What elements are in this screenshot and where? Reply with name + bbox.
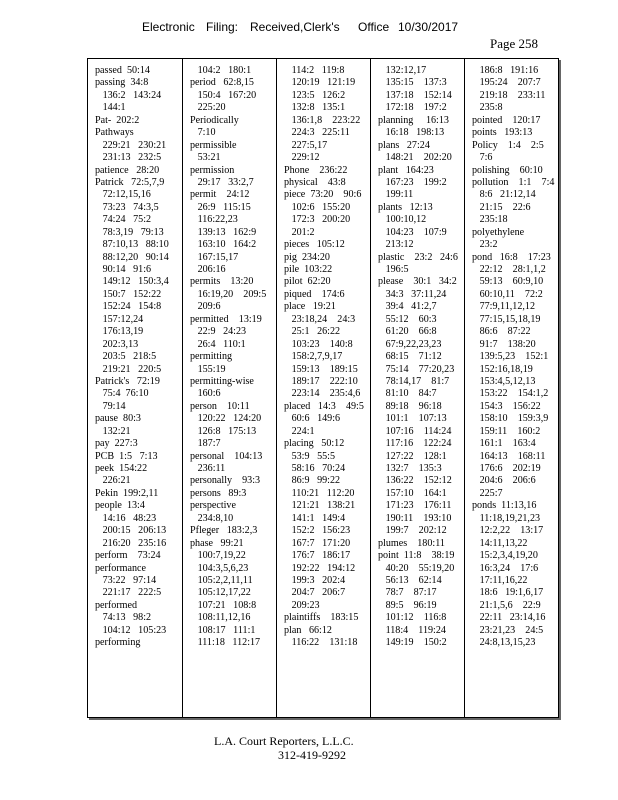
index-reference-line: 105:2,2,11,11 xyxy=(190,574,253,586)
index-reference-line: 25:1 26:22 xyxy=(284,326,341,338)
index-reference-line: 60:10,11 72:2 xyxy=(472,288,543,300)
index-reference-line: 176:7 186:17 xyxy=(284,550,351,562)
index-reference-line: 213:12 xyxy=(378,239,414,251)
index-reference-line: 209:23 xyxy=(284,599,320,611)
index-entry: pointed 120:17 xyxy=(472,114,541,126)
index-reference-line: 192:22 194:12 xyxy=(284,562,356,574)
index-reference-line: 187:7 xyxy=(190,438,221,450)
index-reference-line: 126:8 175:13 xyxy=(190,425,257,437)
index-entry: plans 27:24 xyxy=(378,139,430,151)
index-reference-line: 209:6 xyxy=(190,301,221,313)
index-reference-line: 155:19 xyxy=(190,363,226,375)
index-reference-line: 132:7 135:3 xyxy=(378,463,442,474)
index-entry: personally 93:3 xyxy=(190,475,261,487)
index-reference-line: 195:24 207:7 xyxy=(472,77,541,89)
index-reference-line: 89:18 96:18 xyxy=(378,400,442,412)
index-entry: piece 73:20 90:6 xyxy=(284,189,362,201)
index-reference-line: 158:10 159:3,9 xyxy=(472,413,549,425)
index-reference-line: 171:23 176:11 xyxy=(378,500,452,512)
index-entry: place 19:21 xyxy=(284,301,336,313)
index-entry: Pathways xyxy=(95,127,134,139)
index-reference-line: 7:6 xyxy=(472,152,493,164)
index-reference-line: 219:21 220:5 xyxy=(95,363,162,375)
index-reference-line: 132:8 135:1 xyxy=(284,102,346,114)
index-reference-line: 176:6 202:19 xyxy=(472,463,541,474)
index-reference-line: 116:22 131:18 xyxy=(284,637,358,649)
index-reference-line: 159:11 160:2 xyxy=(472,425,541,437)
index-reference-line: 23:18,24 24:3 xyxy=(284,313,356,325)
index-entry: pause 80:3 xyxy=(95,413,141,425)
index-reference-line: 127:22 128:1 xyxy=(378,450,447,462)
index-entry: permits 13:20 xyxy=(190,276,254,288)
index-reference-line: 21:15 22:6 xyxy=(472,201,531,213)
index-reference-line: 132:21 xyxy=(95,425,131,437)
index-reference-line: 123:5 126:2 xyxy=(284,89,346,101)
index-reference-line: 16:3,24 17:6 xyxy=(472,562,539,574)
index-reference-line: 107:21 108:8 xyxy=(190,599,257,611)
index-reference-line: 144:1 xyxy=(95,102,126,114)
index-reference-line: 67:9,22,23,23 xyxy=(378,338,442,350)
index-reference-line: 152:16,18,19 xyxy=(472,363,533,375)
index-entry: pieces 105:12 xyxy=(284,239,345,251)
index-entry: patience 28:20 xyxy=(95,164,160,176)
index-reference-line: 16:19,20 209:5 xyxy=(190,288,267,300)
index-reference-line: 186:8 191:16 xyxy=(472,65,539,76)
index-reference-line: 235:8 xyxy=(472,102,503,114)
index-reference-line: 190:11 193:10 xyxy=(378,512,452,524)
index-reference-line: 204:7 206:7 xyxy=(284,587,346,599)
index-entry: permit 24:12 xyxy=(190,189,250,201)
index-reference-line: 53:9 55:5 xyxy=(284,450,336,462)
index-reference-line: 152:2 156:23 xyxy=(284,525,351,537)
index-reference-line: 153:22 154:1,2 xyxy=(472,388,549,400)
index-reference-line: 224:3 225:11 xyxy=(284,127,350,139)
index-reference-line: 74:13 98:2 xyxy=(95,612,152,624)
index-reference-line: 60:6 149:6 xyxy=(284,413,341,425)
index-reference-line: 172:3 200:20 xyxy=(284,214,351,226)
index-reference-line: 136:1,8 223:22 xyxy=(284,114,361,126)
header-date: 10/30/2017 xyxy=(398,20,459,34)
index-reference-line: 104:23 107:9 xyxy=(378,226,447,238)
index-entry: plastic 23:2 24:6 xyxy=(378,251,458,263)
index-reference-line: 58:16 70:24 xyxy=(284,463,346,474)
index-reference-line: 154:3 156:22 xyxy=(472,400,541,412)
index-reference-line: 110:21 112:20 xyxy=(284,487,355,499)
index-reference-line: 77:15,15,18,19 xyxy=(472,313,541,325)
index-entry: pollution 1:1 7:4 xyxy=(472,176,555,188)
index-reference-line: 150:7 152:22 xyxy=(95,288,162,300)
index-reference-line: 79:14 xyxy=(95,400,126,412)
index-reference-line: 139:5,23 152:1 xyxy=(472,351,549,363)
index-reference-line: 153:4,5,12,13 xyxy=(472,375,536,387)
index-reference-line: 14:11,13,22 xyxy=(472,537,528,549)
index-reference-line: 219:18 233:11 xyxy=(472,89,546,101)
index-reference-line: 199:7 202:12 xyxy=(378,525,447,537)
index-reference-line: 231:13 232:5 xyxy=(95,152,162,164)
index-reference-line: 141:1 149:4 xyxy=(284,512,346,524)
index-reference-line: 221:17 222:5 xyxy=(95,587,162,599)
index-reference-line: 136:22 152:12 xyxy=(378,475,452,487)
index-reference-line: 72:12,15,16 xyxy=(95,189,151,201)
index-entry: people 13:4 xyxy=(95,500,145,512)
index-entry: passing 34:8 xyxy=(95,77,149,89)
index-entry: person 10:11 xyxy=(190,400,250,412)
header-received: Received,Clerk's xyxy=(250,20,340,34)
index-entry: persons 89:3 xyxy=(190,487,247,499)
index-reference-line: 149:12 150:3,4 xyxy=(95,276,169,288)
index-reference-line: 86:9 99:22 xyxy=(284,475,341,487)
index-reference-line: 117:16 122:24 xyxy=(378,438,452,450)
index-reference-line: 107:16 114:24 xyxy=(378,425,452,437)
index-reference-line: 148:21 202:20 xyxy=(378,152,452,164)
index-entry: polishing 60:10 xyxy=(472,164,543,176)
page-number: Page 258 xyxy=(490,36,539,51)
index-reference-line: 120:19 121:19 xyxy=(284,77,356,89)
index-reference-line: 104:2 180:1 xyxy=(190,65,252,76)
index-reference-line: 100:10,12 xyxy=(378,214,427,226)
index-reference-line: 56:13 62:14 xyxy=(378,574,442,586)
index-reference-line: 74:24 75:2 xyxy=(95,214,152,226)
header-electronic: Electronic xyxy=(142,20,195,34)
index-reference-line: 111:18 112:17 xyxy=(190,637,261,649)
index-entry: Policy 1:4 2:5 xyxy=(472,139,544,151)
index-entry: points 193:13 xyxy=(472,127,533,139)
index-reference-line: 21:1,5,6 22:9 xyxy=(472,599,541,611)
index-entry: permitting xyxy=(190,351,233,363)
index-entry: pig 234:20 xyxy=(284,251,330,263)
index-reference-line: 202:3,13 xyxy=(95,338,139,350)
index-reference-line: 59:13 60:9,10 xyxy=(472,276,544,288)
index-entry: piqued 174:6 xyxy=(284,288,345,300)
index-reference-line: 167:7 171:20 xyxy=(284,537,351,549)
index-reference-line: 139:13 162:9 xyxy=(190,226,257,238)
index-reference-line: 114:2 119:8 xyxy=(284,65,345,76)
index-reference-line: 235:18 xyxy=(472,214,508,226)
index-entry: physical 43:8 xyxy=(284,176,346,188)
index-entry: plaintiffs 183:15 xyxy=(284,612,359,624)
index-reference-line: 108:17 111:1 xyxy=(190,624,256,636)
index-reference-line: 55:12 60:3 xyxy=(378,313,437,325)
index-entry: perspective xyxy=(190,500,236,512)
index-reference-line: 100:7,19,22 xyxy=(190,550,246,562)
index-entry: phase 99:21 xyxy=(190,537,244,549)
index-column-4 xyxy=(370,59,464,717)
index-reference-line: 91:7 138:20 xyxy=(472,338,536,350)
index-reference-line: 23:2 xyxy=(472,239,498,251)
index-column-5 xyxy=(464,59,558,717)
index-reference-line: 163:10 164:2 xyxy=(190,239,257,251)
index-reference-line: 103:23 140:8 xyxy=(284,338,353,350)
index-reference-line: 225:7 xyxy=(472,487,503,499)
index-reference-line: 200:15 206:13 xyxy=(95,525,167,537)
index-entry: plumes 180:11 xyxy=(378,537,445,549)
index-reference-line: 167:15,17 xyxy=(190,251,239,263)
index-entry: Pfleger 183:2,3 xyxy=(190,525,258,537)
index-reference-line: 157:12,24 xyxy=(95,313,144,325)
index-entry: point 11:8 38:19 xyxy=(378,550,455,562)
index-reference-line: 236:11 xyxy=(190,463,226,474)
index-reference-line: 199:11 xyxy=(378,189,414,201)
index-reference-line: 226:21 xyxy=(95,475,131,487)
index-reference-line: 81:10 84:7 xyxy=(378,388,437,400)
index-entry: please 30:1 34:2 xyxy=(378,276,457,288)
index-entry: Pat- 202:2 xyxy=(95,114,140,126)
index-reference-line: 135:15 137:3 xyxy=(378,77,447,89)
index-reference-line: 15:2,3,4,19,20 xyxy=(472,550,538,562)
index-entry: pilot 62:20 xyxy=(284,276,331,288)
index-reference-line: 159:13 189:15 xyxy=(284,363,358,375)
index-entry: period 62:8,15 xyxy=(190,77,254,89)
index-reference-line: 176:13,19 xyxy=(95,326,144,338)
index-entry: pond 16:8 17:23 xyxy=(472,251,551,263)
index-reference-line: 39:4 41:2,7 xyxy=(378,301,437,313)
index-entry: PCB 1:5 7:13 xyxy=(95,450,158,462)
index-entry: polyethylene xyxy=(472,226,525,238)
index-entry: Periodically xyxy=(190,114,239,126)
index-reference-line: 116:22,23 xyxy=(190,214,238,226)
index-reference-line: 22:11 23:14,16 xyxy=(472,612,546,624)
index-column-3 xyxy=(276,59,370,717)
index-reference-line: 104:12 105:23 xyxy=(95,624,167,636)
index-entry: Patrick's 72:19 xyxy=(95,375,160,387)
index-reference-line: 229:12 xyxy=(284,152,320,164)
index-entry: permission xyxy=(190,164,235,176)
index-entry: plants 12:13 xyxy=(378,201,433,213)
index-reference-line: 136:2 143:24 xyxy=(95,89,162,101)
index-reference-line: 17:11,16,22 xyxy=(472,574,528,586)
index-reference-line: 105:12,17,22 xyxy=(190,587,251,599)
index-reference-line: 16:18 198:13 xyxy=(378,127,445,139)
index-reference-line: 201:2 xyxy=(284,226,315,238)
index-reference-line: 14:16 48:23 xyxy=(95,512,157,524)
index-entry: perform 73:24 xyxy=(95,550,161,562)
index-entry: ponds 11:13,16 xyxy=(472,500,537,512)
index-reference-line: 40:20 55:19,20 xyxy=(378,562,455,574)
index-reference-line: 73:22 97:14 xyxy=(95,574,157,586)
index-reference-line: 87:10,13 88:10 xyxy=(95,239,169,251)
index-reference-line: 68:15 71:12 xyxy=(378,351,442,363)
index-entry: permitted 13:19 xyxy=(190,313,262,325)
index-reference-line: 172:18 197:2 xyxy=(378,102,447,114)
index-reference-line: 204:6 206:6 xyxy=(472,475,536,487)
index-entry: permitting-wise xyxy=(190,375,254,387)
index-entry: peek 154:22 xyxy=(95,463,148,474)
index-reference-line: 22:12 28:1,1,2 xyxy=(472,264,546,275)
index-reference-line: 53:21 xyxy=(190,152,221,164)
index-reference-line: 160:6 xyxy=(190,388,221,400)
index-reference-line: 77:9,11,12,12 xyxy=(472,301,535,313)
index-reference-line: 199:3 202:4 xyxy=(284,574,346,586)
index-reference-line: 225:20 xyxy=(190,102,226,114)
index-reference-line: 224:1 xyxy=(284,425,315,437)
index-reference-line: 12:2,22 13:17 xyxy=(472,525,544,537)
court-reporter-phone: 312-419-9292 xyxy=(278,748,346,762)
index-reference-line: 7:10 xyxy=(190,127,216,139)
index-reference-line: 101:12 116:8 xyxy=(378,612,447,624)
index-reference-line: 152:24 154:8 xyxy=(95,301,162,313)
index-reference-line: 75:4 76:10 xyxy=(95,388,149,400)
index-reference-line: 22:9 24:23 xyxy=(190,326,247,338)
index-reference-line: 23:21,23 24:5 xyxy=(472,624,544,636)
index-reference-line: 78:14,17 81:7 xyxy=(378,375,450,387)
index-reference-line: 88:12,20 90:14 xyxy=(95,251,169,263)
index-entry: pay 227:3 xyxy=(95,438,138,450)
index-entry: permissible xyxy=(190,139,237,151)
index-reference-line: 189:17 222:10 xyxy=(284,375,358,387)
index-reference-line: 61:20 66:8 xyxy=(378,326,437,338)
index-column-2 xyxy=(182,59,276,717)
index-reference-line: 150:4 167:20 xyxy=(190,89,257,101)
index-entry: Phone 236:22 xyxy=(284,164,348,176)
index-entry: plant 164:23 xyxy=(378,164,434,176)
index-entry: performance xyxy=(95,562,146,574)
index-reference-line: 132:12,17 xyxy=(378,65,427,76)
index-reference-line: 167:23 199:2 xyxy=(378,176,447,188)
index-reference-line: 203:5 218:5 xyxy=(95,351,157,363)
index-reference-line: 102:6 155:20 xyxy=(284,201,351,213)
index-entry: plan 66:12 xyxy=(284,624,332,636)
header-filing: Filing: xyxy=(206,20,239,34)
index-reference-line: 18:6 19:1,6,17 xyxy=(472,587,544,599)
index-entry: placing 50:12 xyxy=(284,438,345,450)
index-reference-line: 78:3,19 79:13 xyxy=(95,226,164,238)
index-reference-line: 137:18 152:14 xyxy=(378,89,452,101)
word-index-table xyxy=(87,58,559,718)
index-reference-line: 104:3,5,6,23 xyxy=(190,562,249,574)
index-reference-line: 75:14 77:20,23 xyxy=(378,363,455,375)
index-entry: personal 104:13 xyxy=(190,450,263,462)
index-reference-line: 161:1 163:4 xyxy=(472,438,536,450)
header-office: Office xyxy=(358,20,390,34)
index-reference-line: 29:17 33:2,7 xyxy=(190,176,254,188)
index-entry: performed xyxy=(95,599,138,611)
index-entry: pile 103:22 xyxy=(284,264,333,275)
index-entry: Pekin 199:2,11 xyxy=(95,487,159,499)
index-reference-line: 229:21 230:21 xyxy=(95,139,167,151)
index-reference-line: 227:5,17 xyxy=(284,139,328,151)
index-reference-line: 90:14 91:6 xyxy=(95,264,152,275)
index-reference-line: 26:9 115:15 xyxy=(190,201,251,213)
index-reference-line: 120:22 124:20 xyxy=(190,413,262,425)
index-reference-line: 149:19 150:2 xyxy=(378,637,447,649)
index-entry: passed 50:14 xyxy=(95,65,150,76)
index-reference-line: 121:21 138:21 xyxy=(284,500,356,512)
index-reference-line: 8:6 21:12,14 xyxy=(472,189,536,201)
index-reference-line: 11:18,19,21,23 xyxy=(472,512,541,524)
index-reference-line: 73:23 74:3,5 xyxy=(95,201,159,213)
index-reference-line: 234:8,10 xyxy=(190,512,234,524)
index-entry: placed 14:3 49:5 xyxy=(284,400,364,412)
index-entry: Patrick 72:5,7,9 xyxy=(95,176,165,188)
index-reference-line: 24:8,13,15,23 xyxy=(472,637,536,649)
index-column-1 xyxy=(88,59,182,717)
index-reference-line: 223:14 235:4,6 xyxy=(284,388,361,400)
index-reference-line: 78:7 87:17 xyxy=(378,587,437,599)
index-reference-line: 164:13 168:11 xyxy=(472,450,546,462)
index-reference-line: 34:3 37:11,24 xyxy=(378,288,447,300)
index-entry: performing xyxy=(95,637,141,649)
index-reference-line: 26:4 110:1 xyxy=(190,338,246,350)
index-reference-line: 118:4 119:24 xyxy=(378,624,446,636)
court-reporter-name: L.A. Court Reporters, L.L.C. xyxy=(214,734,354,748)
index-reference-line: 158:2,7,9,17 xyxy=(284,351,343,363)
index-reference-line: 196:5 xyxy=(378,264,409,275)
index-entry: planning 16:13 xyxy=(378,114,449,126)
index-reference-line: 101:1 107:13 xyxy=(378,413,447,425)
index-reference-line: 157:10 164:1 xyxy=(378,487,447,499)
index-reference-line: 86:6 87:22 xyxy=(472,326,531,338)
index-reference-line: 89:5 96:19 xyxy=(378,599,437,611)
index-reference-line: 108:11,12,16 xyxy=(190,612,251,624)
index-reference-line: 216:20 235:16 xyxy=(95,537,167,549)
index-reference-line: 206:16 xyxy=(190,264,226,275)
